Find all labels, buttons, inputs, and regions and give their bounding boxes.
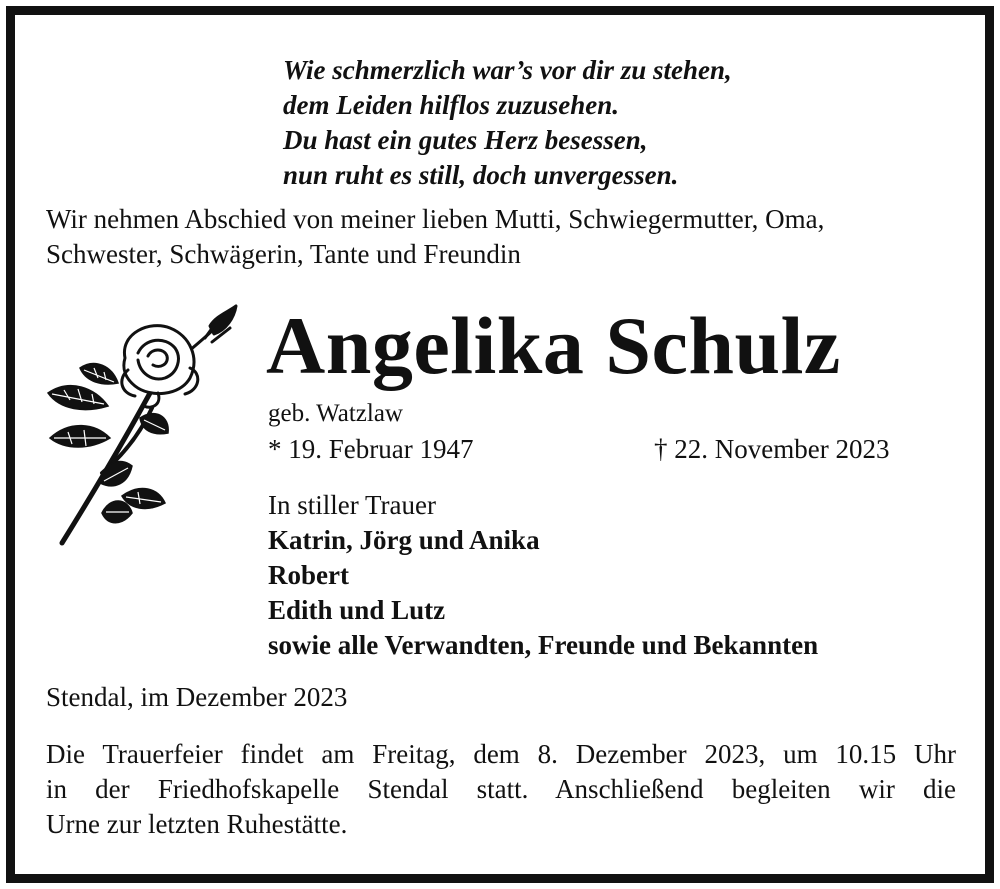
service-line: in der Friedhofskapelle Stendal statt. Anschließend begleiten wir die [46,774,956,804]
verse-line: Du hast ein gutes Herz besessen, [283,125,648,155]
service-line: Urne zur letzten Ruhestätte. [46,809,348,839]
intro-line: Schwester, Schwägerin, Tante und Freundin [46,239,521,269]
verse-line: Wie schmerzlich war’s vor dir zu stehen, [283,55,732,85]
mourner-name: Robert [268,560,349,590]
mourner-name: Katrin, Jörg und Anika [268,525,540,555]
verse-line: dem Leiden hilflos zuzusehen. [283,90,620,120]
mourners-block [268,488,948,663]
place-date: Stendal, im Dezember 2023 [46,682,348,712]
service-line: Die Trauerfeier findet am Freitag, dem 8. Dezember 2023, um 10.15 Uhr [46,739,956,769]
verse [283,53,963,193]
mourning-heading: In stiller Trauer [268,490,436,520]
verse-line: nun ruht es still, doch unvergessen. [283,160,679,190]
birth-date: * 19. Februar 1947 [268,434,474,464]
service-info [46,737,956,842]
mourner-name: Edith und Lutz [268,595,446,625]
death-date: † 22. November 2023 [654,434,890,464]
maiden-name: geb. Watzlaw [268,400,403,427]
deceased-name: Angelika Schulz [266,300,841,391]
intro-line: Wir nehmen Abschied von meiner lieben Mutti, Schwiegermutter, Oma, [46,204,825,234]
rose-icon [40,298,250,548]
intro-text [46,202,958,272]
mourner-name: sowie alle Verwandten, Freunde und Bekannten [268,630,819,660]
